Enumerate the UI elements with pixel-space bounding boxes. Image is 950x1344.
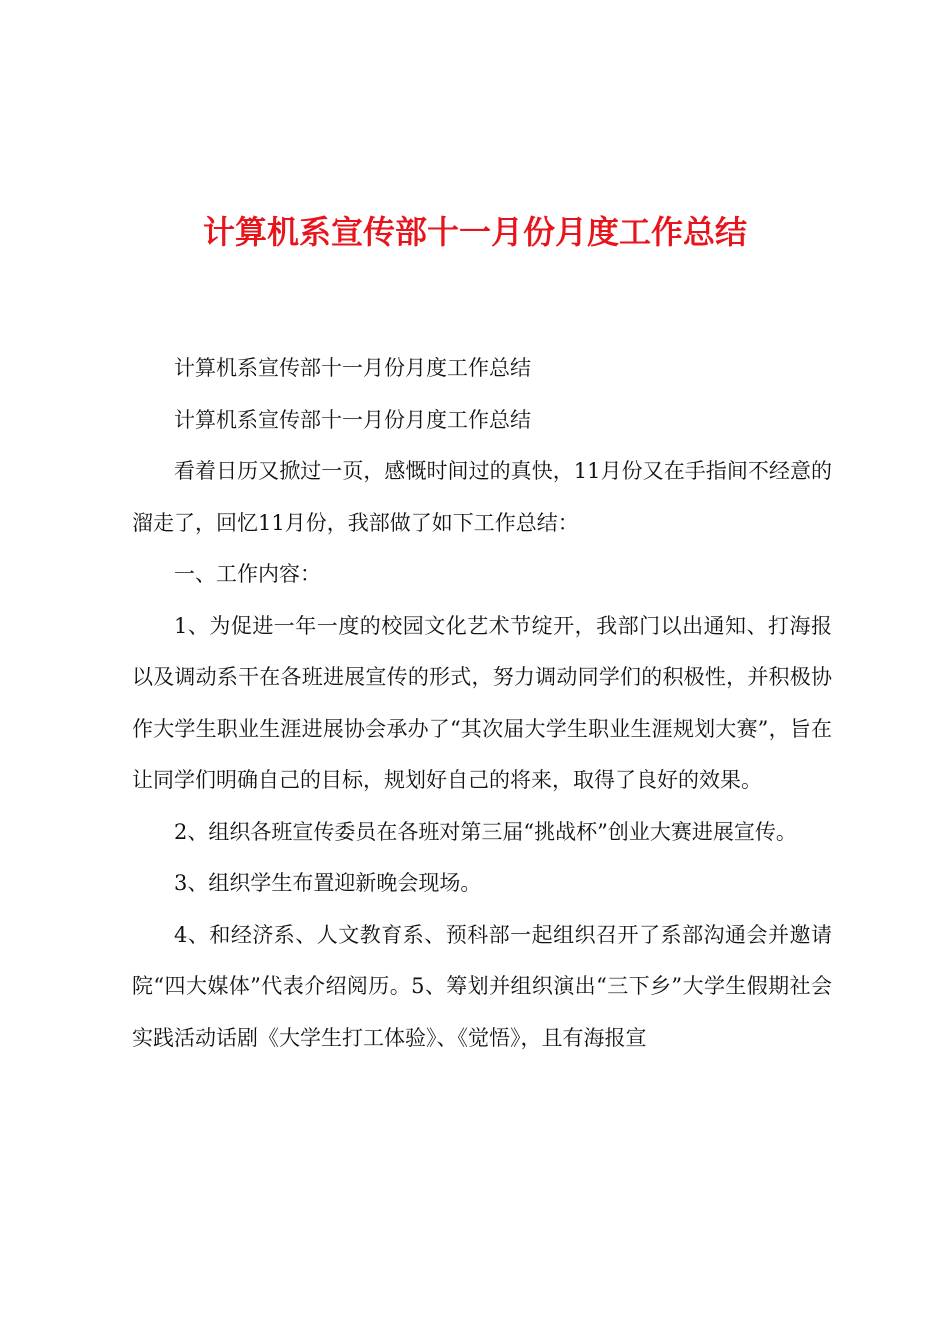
document-title: 计算机系宣传部十一月份月度工作总结 [202,213,747,251]
paragraph: 3、组织学生布置迎新晚会现场。 [174,871,482,895]
paragraph: 2、组织各班宣传委员在各班对第三届“挑战杯”创业大赛进展宣传。 [174,819,797,844]
paragraph: 1、为促进一年一度的校园文化艺术节绽开，我部门以出通知、打海报以及调动系干在各班进展宣传的形式，努力调动同学们的积极性，并积极协作大学生职业生涯进展协会承办了“其次届大学生职业生涯规划大赛”，旨在让同学们明确自己的目标，规划好自己的将来，取得了良好的效果。 [132,613,832,792]
paragraph: 4、和经济系、人文教育系、预科部一起组织召开了系部沟通会并邀请院“四大媒体”代表介绍阅历。5、筹划并组织演出“三下乡”大学生假期社会实践活动话剧《大学生打工体验》、《觉悟》，且有海报宣 [132,922,832,1050]
paragraph: 计算机系宣传部十一月份月度工作总结 [174,407,531,432]
paragraph: 看着日历又掀过一页，感慨时间过的真快，11月份又在手指间不经意的溜走了，回忆11月份，我部做了如下工作总结： [132,459,832,535]
paragraph: 计算机系宣传部十一月份月度工作总结 [174,356,531,380]
document-body [132,343,832,1064]
section-heading: 一、工作内容： [174,562,321,586]
